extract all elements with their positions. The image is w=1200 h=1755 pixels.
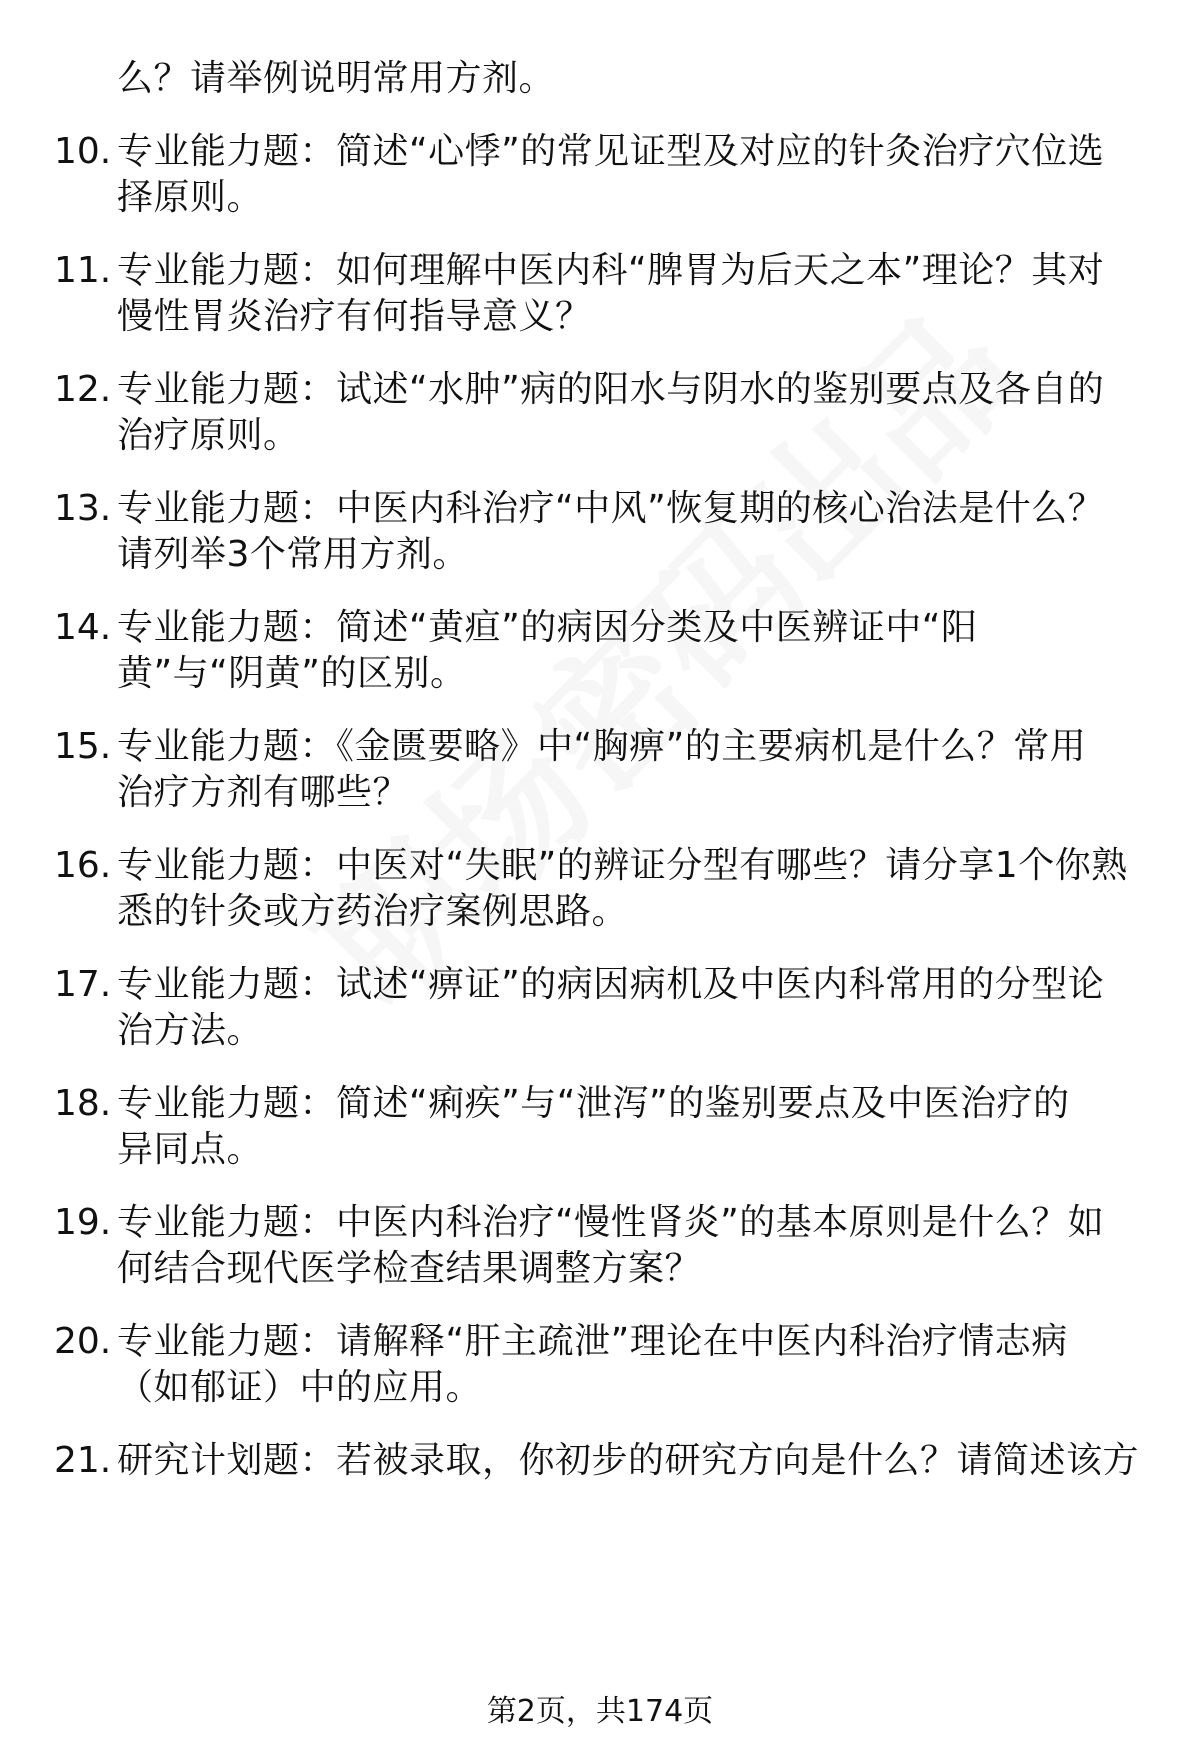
question-line: （如郁证）中的应用。 [117,1367,483,1408]
question-line: 择原则。 [117,177,264,218]
question-number: 10. [54,131,112,172]
question-line: 慢性胃炎治疗有何指导意义？ [117,296,592,337]
question-number: 11. [54,250,112,291]
question-line: 黄”与“阴黄”的区别。 [117,653,467,694]
question-line: 专业能力题：中医对“失眠”的辨证分型有哪些？请分享1个你熟 [117,845,1128,886]
question-line: 专业能力题：试述“水肿”病的阳水与阴水的鉴别要点及各自的 [117,369,1105,410]
question-line: 专业能力题：简述“痢疾”与“泄泻”的鉴别要点及中医治疗的 [117,1083,1070,1124]
question-line: 专业能力题：《金匮要略》中“胸痹”的主要病机是什么？常用 [117,726,1087,767]
question-number: 12. [54,369,112,410]
question-number: 17. [54,964,112,1005]
question-number: 16. [54,845,112,886]
question-line: 何结合现代医学检查结果调整方案？ [117,1248,702,1289]
question-line: 治疗原则。 [117,415,300,456]
question-number: 15. [54,726,112,767]
question-line: 专业能力题：简述“黄疸”的病因分类及中医辨证中“阳 [117,607,978,648]
question-number: 21. [54,1440,112,1481]
question-line: 治方法。 [117,1010,264,1051]
question-line: 悉的针灸或方药治疗案例思路。 [117,891,629,932]
question-line: 专业能力题：请解释“肝主疏泄”理论在中医内科治疗情志病 [117,1321,1068,1362]
question-line: 专业能力题：中医内科治疗“中风”恢复期的核心治法是什么？ [117,488,1105,529]
page-footer: 第2页，共174页 [486,1694,714,1729]
question-line: 专业能力题：中医内科治疗“慢性肾炎”的基本原则是什么？如 [117,1202,1105,1243]
question-number: 19. [54,1202,112,1243]
question-line: 专业能力题：如何理解中医内科“脾胃为后天之本”理论？其对 [117,250,1105,291]
question-line: 治疗方剂有哪些？ [117,772,410,813]
question-line: 研究计划题：若被录取，你初步的研究方向是什么？请简述该方 [117,1440,1140,1481]
question-line: 专业能力题：简述“心悸”的常见证型及对应的针灸治疗穴位选 [117,131,1105,172]
question-number: 14. [54,607,112,648]
question-line: 请列举3个常用方剂。 [117,534,469,575]
question-line: 么？请举例说明常用方剂。 [117,58,556,99]
question-number: 13. [54,488,112,529]
question-line: 异同点。 [117,1129,264,1170]
question-line: 专业能力题：试述“痹证”的病因病机及中医内科常用的分型论 [117,964,1105,1005]
question-number: 20. [54,1321,112,1362]
question-number: 18. [54,1083,112,1124]
